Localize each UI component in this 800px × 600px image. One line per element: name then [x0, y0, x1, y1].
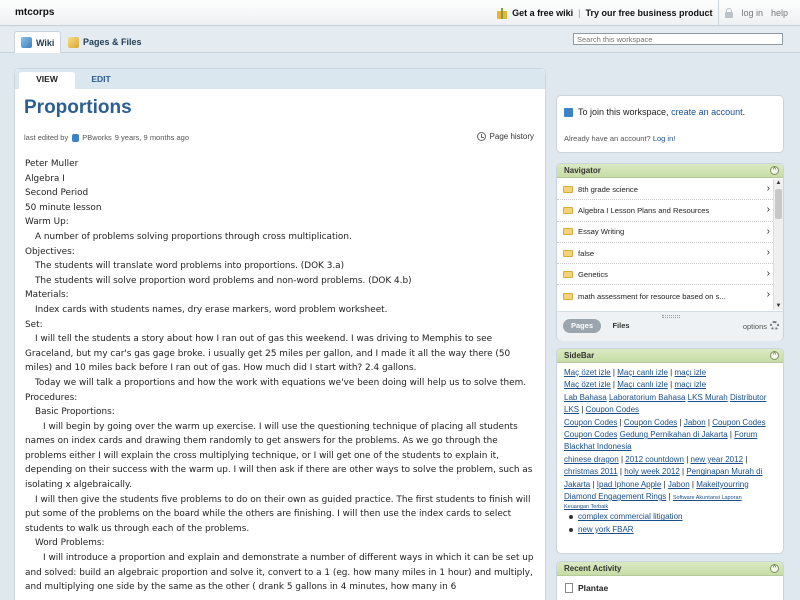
sidebar-row: christmas 2011 | holy week 2012 | Penginapan Murah di	[564, 467, 763, 477]
top-links	[491, 0, 794, 26]
sidebar-link[interactable]: Coupon Codes	[564, 417, 618, 427]
sidebar-link[interactable]: Jabon	[667, 479, 690, 489]
navigator-item[interactable]	[557, 285, 773, 306]
content-line: Procedures:	[25, 392, 78, 403]
editor-link[interactable]: PBworks	[82, 133, 112, 142]
sidebar-row: Jakarta | Ipad Iphone Apple | Jabon | Makeityourring	[564, 479, 749, 489]
business-product-link[interactable]: Try our free business product	[585, 8, 713, 18]
content-line: Objectives:	[25, 246, 75, 257]
resize-grip[interactable]	[662, 315, 680, 318]
lock-icon	[725, 8, 733, 18]
login-link[interactable]: log in	[741, 8, 763, 18]
sidebar-panel	[556, 348, 784, 554]
sidebar-link[interactable]: christmas 2011	[564, 467, 618, 477]
navigator-item[interactable]	[557, 200, 773, 221]
view-tab[interactable]: VIEW	[19, 72, 75, 89]
have-account-text: Already have an account?	[564, 134, 651, 143]
content-line: The students will translate word problems into proportions. (DOK 3.a)	[35, 261, 345, 272]
content-line: Warm Up:	[25, 217, 69, 228]
recent-activity-header	[557, 562, 783, 576]
sidebar-link[interactable]: Gedung Pernikahan di Jakarta	[619, 430, 728, 440]
chevron-right-icon: ›	[766, 246, 770, 258]
sidebar-link[interactable]: Makeityourring	[696, 479, 749, 489]
sidebar-login-link[interactable]: Log in	[652, 134, 674, 143]
workspace-name[interactable]: mtcorps	[15, 7, 55, 18]
content-line: 50 minute lesson	[25, 202, 102, 213]
have-account-line	[564, 134, 675, 143]
get-free-wiki-link[interactable]: Get a free wiki	[512, 8, 574, 18]
sidebar-row: Coupon Codes | Coupon Codes | Jabon | Coupon Codes	[564, 417, 766, 427]
navigator-item-label: false	[578, 248, 595, 258]
navigator-item[interactable]	[557, 179, 773, 200]
list-item	[578, 511, 777, 523]
page-icon	[565, 583, 573, 593]
sidebar-link[interactable]: maçı izle	[674, 368, 707, 377]
sidebar-link[interactable]: new york FBAR	[578, 524, 634, 534]
sidebar-row: chinese dragon | 2012 countdown | new year 2012 |	[564, 454, 748, 464]
sidebar-link[interactable]: Coupon Codes	[712, 417, 766, 427]
collapse-icon[interactable]: ^	[770, 351, 779, 360]
navigator-item[interactable]	[557, 243, 773, 264]
sidebar-link[interactable]: Coupon Codes	[623, 417, 678, 427]
top-bar	[0, 0, 800, 26]
content-paragraph: Today we will talk a proportions and how the work with equations we've been doing will help us to solve them.	[35, 377, 527, 388]
content-line: Second Period	[25, 188, 89, 199]
edit-tab[interactable]: EDIT	[91, 74, 111, 84]
folder-icon	[563, 228, 573, 235]
content-paragraph: I will then give the students five problems to do on their own as guided practice. The first students to finish will put some of the problems on the board while the others are finishing. I will then use the index cards to select students to walk us through each of the problems.	[25, 494, 531, 534]
chevron-right-icon: ›	[766, 225, 770, 237]
sidebar-link[interactable]: chinese dragon	[564, 454, 619, 464]
link-separator: |	[578, 8, 581, 18]
files-pill[interactable]: Files	[612, 321, 630, 330]
sidebar-link[interactable]: Penginapan Murah di	[686, 467, 763, 477]
account-links	[719, 0, 794, 26]
edited-ago: 9 years, 9 months ago	[114, 133, 190, 142]
navigator-item-label: Genetics	[578, 269, 608, 279]
content-line: Algebra I	[25, 173, 65, 184]
join-line	[564, 107, 745, 117]
content-paragraph: I will tell the students a story about how I ran out of gas this weekend. I was driving to Memphis to see Graceland, but my car's gas gage broke. i usually get 25 miles per gallon, and I made it all the way there (50 miles) and 10 miles back before I ran out of gas. How much did I start with? 2.4 gallons.	[25, 334, 511, 374]
sidebar-body	[557, 363, 783, 536]
folder-icon	[563, 186, 573, 193]
sidebar-row: LKS | Coupon Codes	[564, 405, 640, 415]
content-line: Word Problems:	[35, 538, 105, 549]
sidebar-link[interactable]: Coupon Codes	[585, 405, 640, 415]
chevron-right-icon: ›	[766, 183, 770, 194]
sidebar-link[interactable]: Blackhat Indonesia	[564, 442, 632, 452]
navigator-item-label: 8th grade science	[578, 184, 638, 194]
sidebar-link[interactable]: Software Akuntansi Laporan	[672, 495, 742, 502]
navigator-title: Navigator	[564, 166, 601, 175]
sidebar-link[interactable]: Forum	[734, 430, 758, 440]
scroll-thumb[interactable]	[775, 189, 782, 219]
view-edit-bar	[15, 69, 545, 89]
clock-icon	[477, 132, 486, 141]
navigator-item[interactable]	[557, 222, 773, 243]
pages-icon	[68, 37, 79, 48]
options-link[interactable]: options	[742, 322, 767, 331]
sidebar-header	[557, 349, 783, 363]
sidebar-bullets	[578, 511, 777, 536]
sidebar-row: Maç özet izle | Maçı canlı izle | maçı izle	[564, 368, 707, 377]
sidebar-row: Diamond Engagement Rings | Software Akuntansi Laporan	[564, 492, 742, 502]
page-title: Proportions	[24, 97, 132, 118]
sidebar-link[interactable]: Maç özet izle	[564, 380, 611, 390]
sidebar-link[interactable]: 2012 countdown	[625, 454, 684, 464]
user-icon	[72, 134, 79, 142]
navigator-item-label: Algebra I Lesson Plans and Resources	[578, 205, 710, 215]
sidebar-title: SideBar	[564, 351, 595, 360]
have-account-bang: !	[673, 134, 676, 143]
page-history-label: Page history	[489, 132, 534, 141]
page-content	[25, 157, 540, 595]
sidebar-link[interactable]: Jabon	[683, 417, 706, 427]
chevron-right-icon: ›	[766, 204, 770, 216]
last-edited	[24, 133, 189, 142]
content-paragraph: I will begin by going over the warm up exercise. I will use the questioning technique of placing all students names on index cards and drawing them randomly to get answers for the problems. As we go through the problems either I will explain the cross multiplying technique, or I will get one of the students to explain it, depending on their success with the warm up. I will then ask if there are other ways to solve the problem, such as isolating x algebraically.	[25, 421, 533, 491]
wiki-icon	[21, 37, 32, 48]
content-paragraph: I will introduce a proportion and explain and demonstrate a number of different ways in which it can be set up and solved: build an algebraic proportion and solve it, convert to a 1 (eg. how many miles in 1 hour) and multiply, and multiplying one side by the same as the other ( drank 5 gallons in 4 minutes, how many in 6	[25, 553, 534, 593]
navigator-footer	[557, 311, 783, 341]
pages-pill[interactable]: Pages	[563, 319, 601, 333]
scroll-up-icon[interactable]: ▲	[775, 180, 782, 186]
tab-wiki[interactable]	[14, 31, 61, 53]
sidebar-link[interactable]: LKS	[564, 405, 580, 415]
sidebar-link[interactable]: Maçı canlı izle	[617, 380, 668, 390]
create-account-link[interactable]: create an account	[671, 107, 743, 117]
gift-icon	[497, 8, 507, 19]
help-link[interactable]: help	[770, 8, 788, 18]
chevron-right-icon: ›	[766, 289, 770, 301]
recent-activity-title: Recent Activity	[564, 564, 622, 573]
search-input[interactable]	[573, 33, 783, 45]
navigator-panel	[556, 163, 784, 341]
join-workspace-box	[556, 95, 784, 153]
folder-icon	[563, 250, 573, 257]
content-line: The students will solve proportion word problems and non-word problems. (DOK 4.b)	[35, 275, 412, 286]
page-panel	[14, 68, 546, 600]
navigator-item[interactable]	[557, 264, 773, 285]
tab-pages-files[interactable]	[62, 31, 148, 53]
collapse-icon[interactable]: ^	[770, 166, 779, 175]
sidebar-link[interactable]: Maç özet izle	[564, 368, 611, 377]
navigator-item-label: math assessment for resource based on s...	[578, 291, 726, 301]
sidebar-link[interactable]: Diamond Engagement Rings	[564, 492, 667, 502]
sidebar-row: Maç özet izle | Maçı canlı izle | maçı izle	[564, 380, 707, 390]
sidebar-link[interactable]: Distributor	[729, 392, 767, 402]
activity-item[interactable]	[565, 583, 608, 593]
sidebar-link[interactable]: Coupon Codes	[564, 430, 618, 440]
join-text: To join this workspace,	[578, 107, 669, 117]
tab-wiki-label: Wiki	[36, 37, 55, 48]
last-edited-prefix: last edited by	[24, 133, 69, 142]
folder-icon	[563, 271, 573, 278]
content-line: Peter Muller	[25, 159, 79, 169]
folder-icon	[563, 207, 573, 214]
sidebar-link[interactable]: maçı izle	[674, 380, 707, 390]
workspace-tab-bar	[0, 27, 800, 53]
content-line: Materials:	[25, 290, 69, 301]
navigator-header	[557, 164, 783, 178]
sidebar-row: Coupon Codes Gedung Pernikahan di Jakarta | Forum	[564, 430, 758, 440]
join-icon	[564, 108, 573, 117]
page-history-link[interactable]	[477, 132, 534, 141]
join-period: .	[742, 107, 746, 117]
navigator-item-label: Essay Writing	[578, 227, 625, 237]
tab-pages-files-label: Pages & Files	[83, 37, 142, 47]
collapse-icon[interactable]: ^	[770, 564, 779, 573]
promo-links	[491, 0, 718, 26]
sidebar-row	[564, 503, 777, 511]
chevron-right-icon: ›	[766, 268, 770, 280]
sidebar-link[interactable]: new year 2012	[690, 454, 744, 464]
sidebar-link[interactable]: Keuangan Terbaik	[564, 504, 609, 511]
content-line: A number of problems solving proportions through cross multiplication.	[35, 231, 352, 242]
navigator-list	[557, 179, 773, 310]
scroll-down-icon[interactable]: ▼	[775, 303, 782, 309]
sidebar-link[interactable]: Jakarta	[564, 479, 591, 489]
content-line: Index cards with students names, dry erase markers, word problem worksheet.	[35, 304, 388, 315]
sidebar-link[interactable]: Ipad Iphone Apple	[596, 479, 662, 489]
sidebar-link[interactable]: holy week 2012	[624, 467, 680, 477]
sidebar-link[interactable]: LKS Murah	[687, 392, 728, 402]
sidebar-link[interactable]: Laboratorium Bahasa	[608, 392, 686, 402]
content-line: Basic Proportions:	[35, 407, 115, 418]
sidebar-link[interactable]: Lab Bahasa	[564, 392, 607, 402]
content-line: Set:	[25, 319, 43, 330]
recent-activity-panel	[556, 561, 784, 600]
sidebar-row	[564, 441, 777, 453]
navigator-scrollbar[interactable]	[773, 179, 783, 310]
activity-item-label: Plantae	[578, 583, 609, 593]
list-item	[578, 524, 777, 536]
sidebar-row	[564, 392, 777, 404]
folder-icon	[563, 293, 573, 300]
gear-icon[interactable]	[770, 321, 779, 330]
sidebar-link[interactable]: Maçı canlı izle	[617, 368, 668, 377]
sidebar-link[interactable]: complex commercial litigation	[578, 512, 683, 522]
